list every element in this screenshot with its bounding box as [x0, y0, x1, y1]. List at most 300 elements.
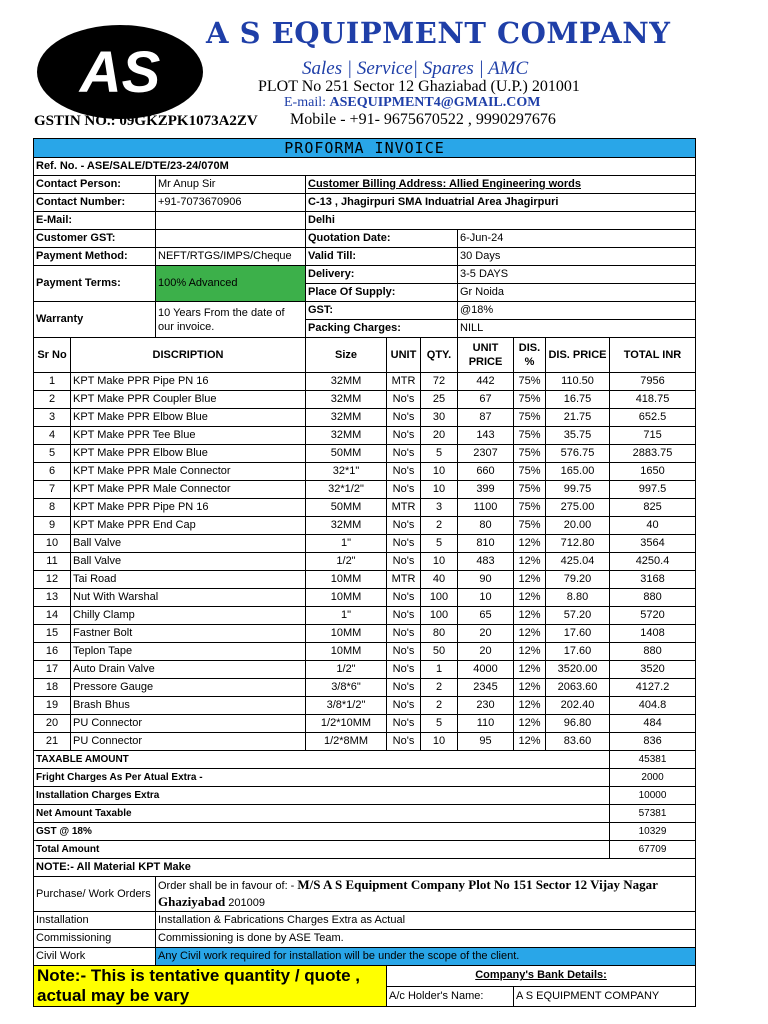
table-row [34, 589, 696, 607]
item-qty: 40 [421, 571, 458, 589]
item-sr-no: 20 [34, 715, 71, 733]
item-sr-no: 11 [34, 553, 71, 571]
item-unit-price: 110 [458, 715, 514, 733]
payment-method-label: Payment Method: [34, 248, 156, 266]
item-discount-price: 202.40 [546, 697, 610, 715]
item-discount: 12% [514, 607, 546, 625]
item-total-inr: 880 [610, 589, 696, 607]
item-total-inr: 7956 [610, 373, 696, 391]
totals-row [34, 787, 696, 805]
item-qty: 20 [421, 427, 458, 445]
billing-address-line3: Delhi [306, 212, 696, 230]
company-gstin: GSTIN NO.: 09GKZPK1073A2ZV [34, 113, 258, 129]
item-unit: No's [387, 481, 421, 499]
item-unit-price: 10 [458, 589, 514, 607]
item-sr-no: 13 [34, 589, 71, 607]
item-total-inr: 418.75 [610, 391, 696, 409]
item-qty: 5 [421, 445, 458, 463]
table-row [34, 715, 696, 733]
item-discount: 75% [514, 481, 546, 499]
item-discount: 12% [514, 715, 546, 733]
item-qty: 100 [421, 607, 458, 625]
installation-text: Installation & Fabrications Charges Extra as Actual [156, 912, 696, 930]
contact-person-label: Contact Person: [34, 176, 156, 194]
item-description: KPT Make PPR Tee Blue [71, 427, 306, 445]
table-row [34, 625, 696, 643]
contact-number-label: Contact Number: [34, 194, 156, 212]
payment-terms: 100% Advanced [156, 266, 306, 302]
item-size: 1/2*8MM [306, 733, 387, 751]
item-unit: No's [387, 589, 421, 607]
item-discount: 12% [514, 553, 546, 571]
purchase-orders-label: Purchase/ Work Orders [34, 877, 156, 912]
table-row [34, 391, 696, 409]
item-sr-no: 2 [34, 391, 71, 409]
totals-label: Installation Charges Extra [34, 787, 610, 805]
reference-number: Ref. No. - ASE/SALE/DTE/23-24/070M [34, 158, 696, 176]
item-description: Chilly Clamp [71, 607, 306, 625]
totals-value: 10000 [610, 787, 696, 805]
item-size: 1/2" [306, 661, 387, 679]
item-discount: 12% [514, 535, 546, 553]
payment-terms-label: Payment Terms: [34, 266, 156, 302]
installation-label: Installation [34, 912, 156, 930]
item-unit-price: 4000 [458, 661, 514, 679]
item-discount: 75% [514, 391, 546, 409]
item-sr-no: 9 [34, 517, 71, 535]
table-row [34, 607, 696, 625]
item-unit: No's [387, 391, 421, 409]
item-unit: MTR [387, 571, 421, 589]
item-unit: No's [387, 679, 421, 697]
column-header: UNIT [387, 338, 421, 373]
item-size: 10MM [306, 589, 387, 607]
item-description: Tai Road [71, 571, 306, 589]
company-logo [36, 24, 204, 120]
warranty-label: Warranty [34, 302, 156, 338]
totals-label: TAXABLE AMOUNT [34, 751, 610, 769]
billing-address: Customer Billing Address: Allied Engineering words [306, 176, 696, 194]
column-header: QTY. [421, 338, 458, 373]
item-unit: No's [387, 643, 421, 661]
totals-row [34, 823, 696, 841]
tentative-note: Note:- This is tentative quantity / quote , actual may be vary [34, 966, 387, 1007]
item-size: 1" [306, 607, 387, 625]
item-unit-price: 20 [458, 625, 514, 643]
table-row [34, 571, 696, 589]
item-unit-price: 67 [458, 391, 514, 409]
invoice-title: PROFORMA INVOICE [34, 139, 696, 158]
item-unit: No's [387, 553, 421, 571]
item-unit-price: 230 [458, 697, 514, 715]
item-description: Fastner Bolt [71, 625, 306, 643]
item-sr-no: 18 [34, 679, 71, 697]
item-size: 10MM [306, 571, 387, 589]
totals-body [34, 751, 696, 859]
item-unit: No's [387, 517, 421, 535]
item-total-inr: 1408 [610, 625, 696, 643]
item-description: KPT Make PPR Male Connector [71, 481, 306, 499]
item-description: Ball Valve [71, 553, 306, 571]
item-discount: 75% [514, 373, 546, 391]
item-unit: No's [387, 409, 421, 427]
totals-row [34, 751, 696, 769]
item-discount-price: 16.75 [546, 391, 610, 409]
item-qty: 50 [421, 643, 458, 661]
item-discount-price: 79.20 [546, 571, 610, 589]
table-row [34, 445, 696, 463]
item-size: 32MM [306, 409, 387, 427]
item-discount-price: 57.20 [546, 607, 610, 625]
item-description: Nut With Warshal [71, 589, 306, 607]
packing-charges: NILL [458, 320, 696, 338]
item-size: 50MM [306, 445, 387, 463]
totals-row [34, 769, 696, 787]
totals-label: Total Amount [34, 841, 610, 859]
valid-till-label: Valid Till: [306, 248, 458, 266]
item-qty: 72 [421, 373, 458, 391]
email-field [156, 212, 306, 230]
commissioning-label: Commissioning [34, 930, 156, 948]
item-description: KPT Make PPR Elbow Blue [71, 409, 306, 427]
totals-value: 67709 [610, 841, 696, 859]
item-sr-no: 5 [34, 445, 71, 463]
email-field-label: E-Mail: [34, 212, 156, 230]
contact-person: Mr Anup Sir [156, 176, 306, 194]
item-unit: MTR [387, 499, 421, 517]
item-unit: No's [387, 463, 421, 481]
item-discount-price: 17.60 [546, 643, 610, 661]
totals-label: GST @ 18% [34, 823, 610, 841]
civil-work-label: Civil Work [34, 948, 156, 966]
item-size: 1/2*10MM [306, 715, 387, 733]
item-discount: 75% [514, 499, 546, 517]
invoice-sheet [33, 138, 695, 1007]
item-qty: 10 [421, 481, 458, 499]
column-header: Size [306, 338, 387, 373]
bank-details-title: Company's Bank Details: [387, 966, 696, 987]
item-qty: 80 [421, 625, 458, 643]
item-discount-price: 17.60 [546, 625, 610, 643]
item-description: Teplon Tape [71, 643, 306, 661]
billing-address-line2: C-13 , Jhagirpuri SMA Induatrial Area Jhagirpuri [306, 194, 696, 212]
item-unit-price: 810 [458, 535, 514, 553]
item-discount-price: 2063.60 [546, 679, 610, 697]
item-discount-price: 165.00 [546, 463, 610, 481]
item-description: Pressore Gauge [71, 679, 306, 697]
item-qty: 2 [421, 517, 458, 535]
item-qty: 100 [421, 589, 458, 607]
company-name: A S EQUIPMENT COMPANY [206, 16, 671, 50]
item-sr-no: 3 [34, 409, 71, 427]
email-label: E-mail: [284, 95, 326, 110]
company-address: PLOT No 251 Sector 12 Ghaziabad (U.P.) 201001 [258, 78, 580, 95]
item-qty: 2 [421, 697, 458, 715]
table-row [34, 517, 696, 535]
table-row [34, 409, 696, 427]
place-of-supply-label: Place Of Supply: [306, 284, 458, 302]
item-total-inr: 652.5 [610, 409, 696, 427]
item-description: KPT Make PPR End Cap [71, 517, 306, 535]
delivery: 3-5 DAYS [458, 266, 696, 284]
letterhead [0, 0, 768, 138]
item-unit-price: 80 [458, 517, 514, 535]
item-size: 10MM [306, 643, 387, 661]
warranty: 10 Years From the date of our invoice. [156, 302, 306, 338]
item-size: 32*1/2" [306, 481, 387, 499]
item-qty: 3 [421, 499, 458, 517]
item-qty: 2 [421, 679, 458, 697]
table-row [34, 427, 696, 445]
item-discount: 12% [514, 625, 546, 643]
column-header: TOTAL INR [610, 338, 696, 373]
item-sr-no: 19 [34, 697, 71, 715]
item-total-inr: 880 [610, 643, 696, 661]
item-size: 32MM [306, 373, 387, 391]
item-unit: No's [387, 607, 421, 625]
commissioning-text: Commissioning is done by ASE Team. [156, 930, 696, 948]
item-discount-price: 3520.00 [546, 661, 610, 679]
item-unit: No's [387, 697, 421, 715]
company-tagline: Sales | Service| Spares | AMC [302, 58, 529, 79]
item-sr-no: 15 [34, 625, 71, 643]
item-discount-price: 576.75 [546, 445, 610, 463]
table-row [34, 553, 696, 571]
items-header-row [34, 338, 696, 373]
item-unit-price: 660 [458, 463, 514, 481]
item-unit: No's [387, 427, 421, 445]
item-sr-no: 14 [34, 607, 71, 625]
civil-work-text: Any Civil work required for installation will be under the scope of the client. [156, 948, 696, 966]
item-unit-price: 143 [458, 427, 514, 445]
logo-text: AS [79, 40, 161, 105]
item-discount: 75% [514, 409, 546, 427]
totals-row [34, 805, 696, 823]
item-unit: No's [387, 715, 421, 733]
item-discount: 12% [514, 643, 546, 661]
item-sr-no: 10 [34, 535, 71, 553]
item-total-inr: 484 [610, 715, 696, 733]
item-description: KPT Make PPR Male Connector [71, 463, 306, 481]
item-sr-no: 4 [34, 427, 71, 445]
item-description: Ball Valve [71, 535, 306, 553]
table-row [34, 373, 696, 391]
item-description: Auto Drain Valve [71, 661, 306, 679]
item-unit-price: 2345 [458, 679, 514, 697]
item-description: KPT Make PPR Coupler Blue [71, 391, 306, 409]
email-value: ASEQUIPMENT4@GMAIL.COM [329, 95, 541, 110]
company-email [284, 95, 540, 111]
gst-rate: @18% [458, 302, 696, 320]
column-header: DIS. PRICE [546, 338, 610, 373]
gst-label: GST: [306, 302, 458, 320]
item-size: 1" [306, 535, 387, 553]
item-discount: 12% [514, 733, 546, 751]
table-row [34, 679, 696, 697]
item-unit: No's [387, 445, 421, 463]
item-qty: 1 [421, 661, 458, 679]
item-discount: 12% [514, 679, 546, 697]
item-unit-price: 90 [458, 571, 514, 589]
items-body [34, 373, 696, 751]
item-total-inr: 3564 [610, 535, 696, 553]
company-mobile: Mobile - +91- 9675670522 , 9990297676 [290, 111, 556, 128]
item-unit-price: 1100 [458, 499, 514, 517]
table-row [34, 499, 696, 517]
item-qty: 10 [421, 553, 458, 571]
item-total-inr: 825 [610, 499, 696, 517]
item-sr-no: 8 [34, 499, 71, 517]
item-total-inr: 40 [610, 517, 696, 535]
item-discount: 75% [514, 517, 546, 535]
item-discount: 75% [514, 445, 546, 463]
totals-value: 45381 [610, 751, 696, 769]
item-discount-price: 8.80 [546, 589, 610, 607]
item-sr-no: 6 [34, 463, 71, 481]
item-total-inr: 715 [610, 427, 696, 445]
item-discount-price: 96.80 [546, 715, 610, 733]
item-size: 50MM [306, 499, 387, 517]
item-unit-price: 87 [458, 409, 514, 427]
item-size: 10MM [306, 625, 387, 643]
item-discount-price: 275.00 [546, 499, 610, 517]
item-size: 32*1" [306, 463, 387, 481]
item-total-inr: 836 [610, 733, 696, 751]
totals-label: Net Amount Taxable [34, 805, 610, 823]
quotation-date: 6-Jun-24 [458, 230, 696, 248]
table-row [34, 481, 696, 499]
item-unit-price: 20 [458, 643, 514, 661]
item-total-inr: 4127.2 [610, 679, 696, 697]
column-header: Sr No [34, 338, 71, 373]
quotation-date-label: Quotation Date: [306, 230, 458, 248]
item-size: 3/8*1/2" [306, 697, 387, 715]
item-discount: 75% [514, 463, 546, 481]
purchase-company: M/S A S Equipment Company Plot No 151 Sector 12 Vijay Nagar Ghaziyabad [158, 877, 658, 909]
item-size: 3/8*6" [306, 679, 387, 697]
table-row [34, 463, 696, 481]
item-unit: No's [387, 661, 421, 679]
column-header: UNIT PRICE [458, 338, 514, 373]
item-sr-no: 12 [34, 571, 71, 589]
invoice-table [33, 138, 696, 1007]
purchase-pin: 201009 [228, 897, 265, 909]
customer-gst [156, 230, 306, 248]
totals-value: 57381 [610, 805, 696, 823]
contact-number: +91-7073670906 [156, 194, 306, 212]
account-holder-label: A/c Holder's Name: [387, 986, 514, 1007]
valid-till: 30 Days [458, 248, 696, 266]
item-unit: No's [387, 733, 421, 751]
item-description: PU Connector [71, 733, 306, 751]
item-qty: 5 [421, 535, 458, 553]
item-qty: 30 [421, 409, 458, 427]
payment-method: NEFT/RTGS/IMPS/Cheque [156, 248, 306, 266]
item-size: 32MM [306, 517, 387, 535]
item-discount-price: 21.75 [546, 409, 610, 427]
item-discount: 12% [514, 571, 546, 589]
item-unit-price: 2307 [458, 445, 514, 463]
item-total-inr: 4250.4 [610, 553, 696, 571]
item-discount-price: 99.75 [546, 481, 610, 499]
item-discount-price: 35.75 [546, 427, 610, 445]
column-header: DISCRIPTION [71, 338, 306, 373]
place-of-supply: Gr Noida [458, 284, 696, 302]
customer-gst-label: Customer GST: [34, 230, 156, 248]
totals-label: Fright Charges As Per Atual Extra - [34, 769, 610, 787]
item-description: Brash Bhus [71, 697, 306, 715]
purchase-prefix: Order shall be in favour of: - [158, 880, 295, 892]
item-unit: MTR [387, 373, 421, 391]
item-total-inr: 1650 [610, 463, 696, 481]
item-qty: 10 [421, 463, 458, 481]
item-sr-no: 16 [34, 643, 71, 661]
item-discount: 12% [514, 697, 546, 715]
item-total-inr: 997.5 [610, 481, 696, 499]
item-unit-price: 483 [458, 553, 514, 571]
item-sr-no: 21 [34, 733, 71, 751]
item-size: 1/2" [306, 553, 387, 571]
totals-value: 2000 [610, 769, 696, 787]
column-header: DIS. % [514, 338, 546, 373]
purchase-orders-text [156, 877, 696, 912]
table-row [34, 733, 696, 751]
item-total-inr: 2883.75 [610, 445, 696, 463]
totals-value: 10329 [610, 823, 696, 841]
item-sr-no: 17 [34, 661, 71, 679]
item-total-inr: 5720 [610, 607, 696, 625]
item-discount: 12% [514, 661, 546, 679]
item-unit-price: 399 [458, 481, 514, 499]
item-unit: No's [387, 625, 421, 643]
table-row [34, 697, 696, 715]
item-description: KPT Make PPR Pipe PN 16 [71, 499, 306, 517]
totals-row [34, 841, 696, 859]
packing-charges-label: Packing Charges: [306, 320, 458, 338]
item-unit-price: 95 [458, 733, 514, 751]
table-row [34, 643, 696, 661]
table-row [34, 535, 696, 553]
table-row [34, 661, 696, 679]
item-sr-no: 7 [34, 481, 71, 499]
item-qty: 10 [421, 733, 458, 751]
item-description: KPT Make PPR Elbow Blue [71, 445, 306, 463]
item-discount-price: 712.80 [546, 535, 610, 553]
item-discount-price: 83.60 [546, 733, 610, 751]
item-discount: 12% [514, 589, 546, 607]
item-total-inr: 3520 [610, 661, 696, 679]
material-note: NOTE:- All Material KPT Make [34, 859, 696, 877]
delivery-label: Delivery: [306, 266, 458, 284]
item-discount-price: 110.50 [546, 373, 610, 391]
item-size: 32MM [306, 391, 387, 409]
item-qty: 25 [421, 391, 458, 409]
item-discount-price: 20.00 [546, 517, 610, 535]
item-description: PU Connector [71, 715, 306, 733]
item-description: KPT Make PPR Pipe PN 16 [71, 373, 306, 391]
item-sr-no: 1 [34, 373, 71, 391]
item-total-inr: 3168 [610, 571, 696, 589]
item-size: 32MM [306, 427, 387, 445]
item-qty: 5 [421, 715, 458, 733]
item-discount-price: 425.04 [546, 553, 610, 571]
item-unit-price: 442 [458, 373, 514, 391]
item-discount: 75% [514, 427, 546, 445]
item-unit-price: 65 [458, 607, 514, 625]
account-holder: A S EQUIPMENT COMPANY [514, 986, 696, 1007]
item-total-inr: 404.8 [610, 697, 696, 715]
item-unit: No's [387, 535, 421, 553]
